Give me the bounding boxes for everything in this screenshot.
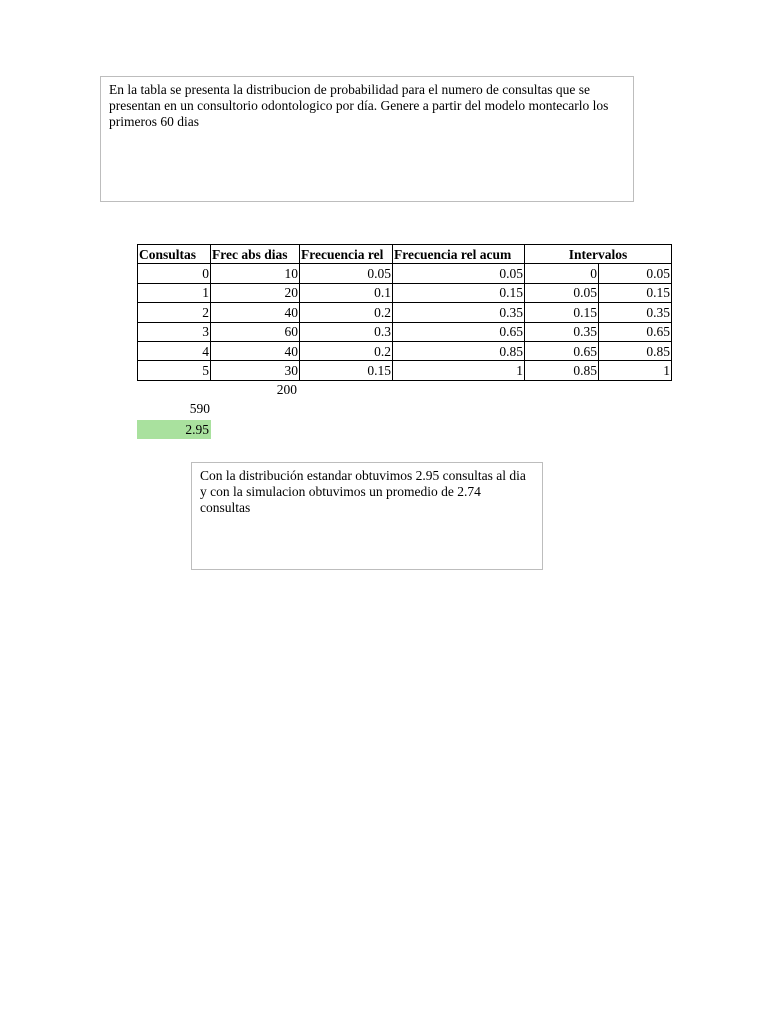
conclusion-text: Con la distribución estandar obtuvimos 2.95 consultas al dia y con la simulacion obtuvimos un promedio de 2.74 consultas [200, 468, 526, 515]
mean-value: 2.95 [185, 422, 209, 437]
cell-interval-high: 0.65 [599, 322, 672, 341]
cell-frec-abs: 40 [211, 303, 300, 322]
total-frequency: 200 [276, 382, 297, 397]
sum-of-products: 590 [189, 401, 210, 416]
table-row [138, 264, 672, 283]
probability-table [137, 244, 672, 381]
table-row [138, 303, 672, 322]
cell-frec-rel: 0.3 [300, 322, 393, 341]
cell-interval-high: 0.35 [599, 303, 672, 322]
cell-frec-rel: 0.2 [300, 303, 393, 322]
cell-frec-rel: 0.1 [300, 283, 393, 302]
cell-frec-abs: 60 [211, 322, 300, 341]
header-frec-abs: Frec abs dias [211, 245, 300, 264]
cell-consultas: 1 [138, 283, 211, 302]
conclusion-box [191, 462, 543, 570]
cell-interval-high: 0.05 [599, 264, 672, 283]
cell-interval-low: 0.35 [525, 322, 599, 341]
cell-interval-low: 0.15 [525, 303, 599, 322]
cell-frec-rel: 0.2 [300, 341, 393, 360]
cell-consultas: 2 [138, 303, 211, 322]
table-header-row [138, 245, 672, 264]
table-row [138, 361, 672, 380]
cell-consultas: 0 [138, 264, 211, 283]
cell-interval-low: 0.05 [525, 283, 599, 302]
cell-frec-rel-acum: 0.85 [393, 341, 525, 360]
problem-statement-text: En la tabla se presenta la distribucion de probabilidad para el numero de consultas que se presentan en un consultorio odontologico por día. Genere a partir del modelo montecarlo los primeros 60 dias [109, 82, 609, 129]
table-row [138, 341, 672, 360]
cell-interval-low: 0.85 [525, 361, 599, 380]
header-frec-rel: Frecuencia rel [300, 245, 393, 264]
cell-interval-high: 0.85 [599, 341, 672, 360]
mean-value-cell [137, 420, 211, 439]
cell-frec-abs: 40 [211, 341, 300, 360]
table-row [138, 283, 672, 302]
cell-frec-rel-acum: 0.05 [393, 264, 525, 283]
header-consultas: Consultas [138, 245, 211, 264]
cell-frec-rel-acum: 0.15 [393, 283, 525, 302]
table-row [138, 322, 672, 341]
cell-frec-abs: 30 [211, 361, 300, 380]
cell-consultas: 5 [138, 361, 211, 380]
cell-interval-high: 1 [599, 361, 672, 380]
cell-consultas: 4 [138, 341, 211, 360]
header-intervalos: Intervalos [525, 245, 672, 264]
cell-frec-abs: 20 [211, 283, 300, 302]
cell-frec-rel: 0.15 [300, 361, 393, 380]
header-frec-rel-acum: Frecuencia rel acum [393, 245, 525, 264]
cell-frec-abs: 10 [211, 264, 300, 283]
problem-statement-box [100, 76, 634, 202]
cell-consultas: 3 [138, 322, 211, 341]
table-body [138, 264, 672, 380]
cell-frec-rel-acum: 0.35 [393, 303, 525, 322]
cell-frec-rel: 0.05 [300, 264, 393, 283]
cell-interval-low: 0 [525, 264, 599, 283]
cell-interval-high: 0.15 [599, 283, 672, 302]
cell-frec-rel-acum: 1 [393, 361, 525, 380]
cell-interval-low: 0.65 [525, 341, 599, 360]
cell-frec-rel-acum: 0.65 [393, 322, 525, 341]
